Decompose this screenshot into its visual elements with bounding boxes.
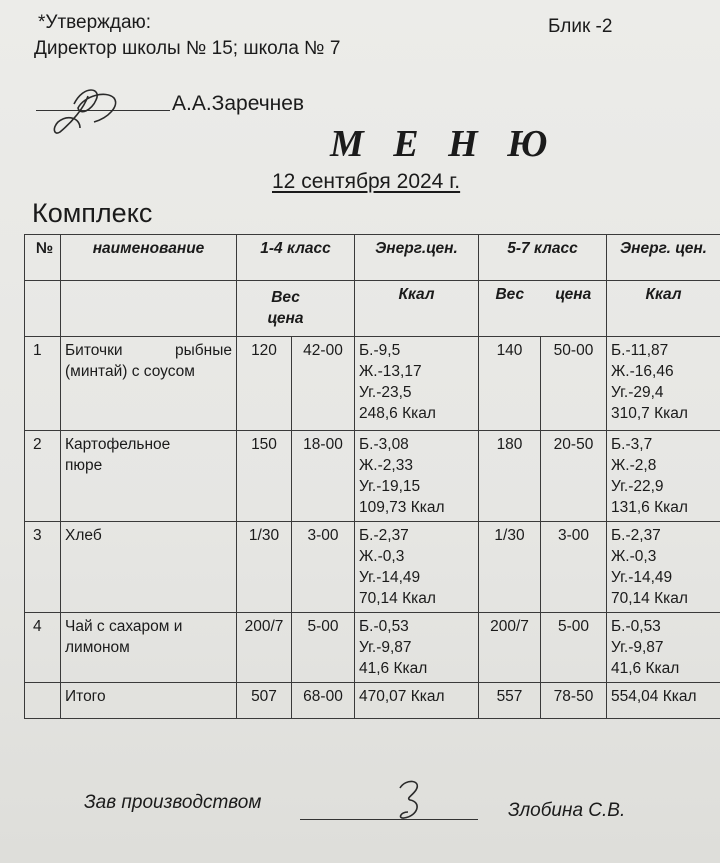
row-price-2: 5-00 (541, 613, 607, 683)
header-energy-2: Энерг. цен. (607, 235, 720, 281)
director-signature (44, 78, 164, 142)
row-energy-1: Б.-9,5 Ж.-13,17 Уг.-23,5 248,6 Ккал (355, 337, 479, 431)
footer-name: Злобина С.В. (508, 800, 626, 821)
row-price-1: 3-00 (292, 522, 355, 613)
table-row (25, 522, 720, 613)
row-num: 1 (25, 337, 61, 431)
total-price-2: 78-50 (541, 683, 607, 719)
row-name: Картофельное пюре (61, 431, 237, 522)
header-class-5-7: 5-7 класс (479, 235, 607, 281)
row-price-2: 20-50 (541, 431, 607, 522)
table-header-row (25, 235, 720, 281)
row-weight-1: 150 (237, 431, 292, 522)
row-energy-1: Б.-0,53 Уг.-9,87 41,6 Ккал (355, 613, 479, 683)
row-energy-2: Б.-0,53 Уг.-9,87 41,6 Ккал (607, 613, 720, 683)
row-name: Чай с сахаром и лимоном (61, 613, 237, 683)
total-energy-2: 554,04 Ккал (607, 683, 720, 719)
subheader-kcal-2: Ккал (607, 281, 720, 337)
row-energy-2: Б.-11,87 Ж.-16,46 Уг.-29,4 310,7 Ккал (607, 337, 720, 431)
row-weight-1: 200/7 (237, 613, 292, 683)
row-energy-2: Б.-3,7 Ж.-2,8 Уг.-22,9 131,6 Ккал (607, 431, 720, 522)
footer-role: Зав производством (84, 792, 262, 813)
row-price-1: 18-00 (292, 431, 355, 522)
table-total-row (25, 683, 720, 719)
subheader-weight-2: Вес (479, 281, 541, 337)
row-price-1: 5-00 (292, 613, 355, 683)
row-price-2: 50-00 (541, 337, 607, 431)
subheader-kcal-1: Ккал (355, 281, 479, 337)
row-energy-1: Б.-3,08 Ж.-2,33 Уг.-19,15 109,73 Ккал (355, 431, 479, 522)
table-row (25, 337, 720, 431)
menu-date: 12 сентября 2024 г. (272, 170, 461, 193)
total-weight-1: 507 (237, 683, 292, 719)
director-label: Директор школы № 15; школа № 7 (34, 38, 341, 59)
row-weight-1: 1/30 (237, 522, 292, 613)
row-weight-2: 200/7 (479, 613, 541, 683)
row-name: Биточки рыбные (минтай) с соусом (61, 337, 237, 431)
subheader-price-2: цена (541, 281, 607, 337)
row-weight-2: 180 (479, 431, 541, 522)
total-price-1: 68-00 (292, 683, 355, 719)
table-row (25, 613, 720, 683)
total-label: Итого (61, 683, 237, 719)
header-name: наименование (61, 235, 237, 281)
table-subheader-row (25, 281, 720, 337)
page-title: М Е Н Ю (330, 123, 558, 165)
header-num: № (25, 235, 61, 281)
approve-label: *Утверждаю: (38, 12, 152, 33)
block-label: Блик -2 (548, 16, 613, 37)
row-weight-2: 1/30 (479, 522, 541, 613)
row-num: 4 (25, 613, 61, 683)
section-title: Комплекс (32, 198, 153, 228)
menu-table (24, 234, 720, 719)
row-energy-1: Б.-2,37 Ж.-0,3 Уг.-14,49 70,14 Ккал (355, 522, 479, 613)
subheader-weight-price: Вес цена (237, 281, 355, 337)
row-name: Хлеб (61, 522, 237, 613)
total-energy-1: 470,07 Ккал (355, 683, 479, 719)
row-num: 3 (25, 522, 61, 613)
row-weight-2: 140 (479, 337, 541, 431)
row-price-2: 3-00 (541, 522, 607, 613)
header-class-1-4: 1-4 класс (237, 235, 355, 281)
signatory-name: А.А.Заречнев (172, 92, 305, 115)
table-row (25, 431, 720, 522)
footer-signature (388, 772, 438, 828)
total-weight-2: 557 (479, 683, 541, 719)
row-num: 2 (25, 431, 61, 522)
row-energy-2: Б.-2,37 Ж.-0,3 Уг.-14,49 70,14 Ккал (607, 522, 720, 613)
row-price-1: 42-00 (292, 337, 355, 431)
header-energy-1: Энерг.цен. (355, 235, 479, 281)
row-weight-1: 120 (237, 337, 292, 431)
